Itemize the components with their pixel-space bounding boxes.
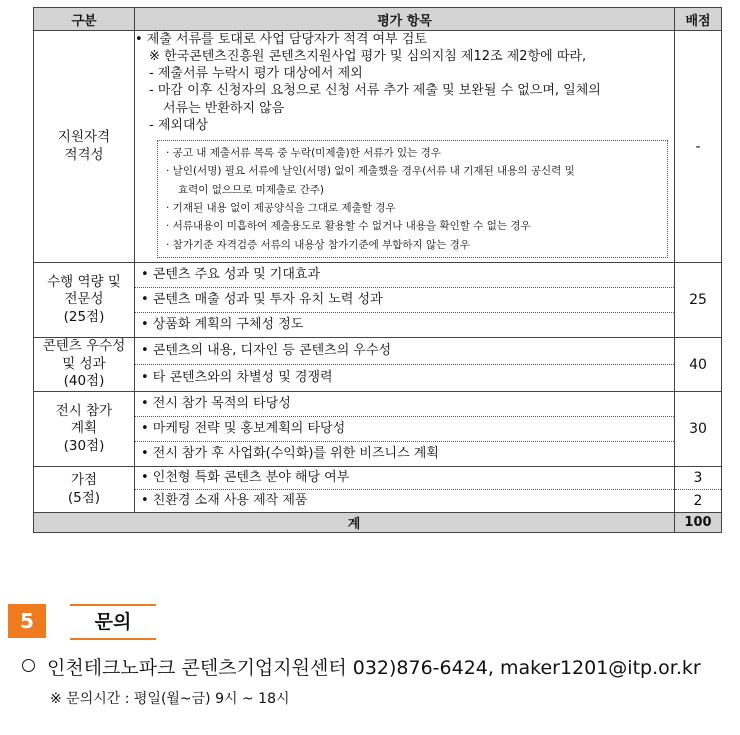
criteria-item: • 상품화 계획의 구체성 정도 — [135, 312, 674, 337]
header-criteria: 평가 항목 — [135, 8, 675, 31]
bonus-score: 3 — [675, 467, 722, 490]
eligibility-category: 지원자격 적격성 — [34, 31, 135, 263]
excellence-score: 40 — [675, 338, 722, 392]
exclusion-line: 효력이 없으므로 미제출로 간주) — [178, 183, 324, 196]
table-header-row — [34, 8, 722, 31]
total-label: 계 — [34, 513, 675, 533]
bonus-item: • 인천형 특화 콘텐츠 분야 해당 여부 — [135, 467, 675, 490]
bonus-score: 2 — [675, 490, 722, 513]
excellence-category: 콘텐츠 우수성 및 성과 (40점) — [34, 338, 135, 392]
criteria-line: • 제출 서류를 토대로 사업 담당자가 적격 여부 검토 — [135, 32, 427, 47]
inquiry-hours-note: ※ 문의시간 : 평일(월~금) 9시 ~ 18시 — [50, 691, 290, 707]
total-row — [34, 513, 722, 533]
criteria-item: • 콘텐츠 매출 성과 및 투자 유치 노력 성과 — [135, 287, 674, 312]
section-title: 문의 — [70, 604, 156, 640]
bonus-row-1 — [34, 467, 722, 490]
bonus-category: 가점 (5점) — [34, 467, 135, 513]
eligibility-row — [34, 31, 722, 263]
bonus-item: • 친환경 소재 사용 제작 제품 — [135, 490, 675, 513]
excellence-items — [135, 338, 675, 392]
exclusion-line: · 공고 내 제출서류 목록 중 누락(미제출)한 서류가 있는 경우 — [166, 146, 441, 159]
exhibition-items — [135, 392, 675, 467]
circle-bullet-icon — [22, 659, 35, 672]
criteria-item: • 콘텐츠의 내용, 디자인 등 콘텐츠의 우수성 — [141, 343, 392, 359]
exclusion-line: · 서류내용이 미흡하여 제출용도로 활용할 수 없거나 내용을 확인할 수 없는 경우 — [166, 220, 531, 233]
exhibition-score: 30 — [675, 392, 722, 467]
contact-text: 인천테크노파크 콘텐츠기업지원센터 032)876-6424, maker1201@itp.or.kr — [47, 657, 701, 679]
excellence-row — [34, 338, 722, 392]
criteria-item: • 전시 참가 목적의 타당성 — [141, 396, 291, 412]
section-number-badge: 5 — [8, 604, 46, 638]
criteria-line: - 제외대상 — [149, 117, 209, 133]
capability-category: 수행 역량 및 전문성 (25점) — [34, 263, 135, 338]
capability-score: 25 — [675, 263, 722, 338]
exhibition-category: 전시 참가 계획 (30점) — [34, 392, 135, 467]
exclusion-box — [157, 140, 668, 258]
criteria-item: • 마케팅 전략 및 홍보계획의 타당성 — [135, 416, 674, 441]
contact-line — [22, 653, 701, 680]
eligibility-criteria — [135, 31, 675, 263]
header-category: 구분 — [34, 8, 135, 31]
capability-row — [34, 263, 722, 338]
criteria-item: • 타 콘텐츠와의 차별성 및 경쟁력 — [135, 364, 674, 391]
total-score: 100 — [675, 513, 722, 533]
bonus-row-2 — [34, 490, 722, 513]
exclusion-line: · 날인(서명) 필요 서류에 날인(서명) 없이 제출했을 경우(서류 내 기재된 내용의 공신력 및 — [166, 165, 575, 178]
evaluation-table — [33, 7, 722, 533]
criteria-item: • 전시 참가 후 사업화(수익화)를 위한 비즈니스 계획 — [135, 441, 674, 466]
capability-items — [135, 263, 675, 338]
criteria-line: - 마감 이후 신청자의 요청으로 신청 서류 추가 제출 및 보완될 수 없으며, 일체의 — [149, 83, 601, 99]
criteria-item: • 콘텐츠 주요 성과 및 기대효과 — [141, 267, 321, 283]
exclusion-line: · 참가기준 자격검증 서류의 내용상 참가기준에 부합하지 않는 경우 — [166, 238, 470, 251]
criteria-line: - 제출서류 누락시 평가 대상에서 제외 — [149, 66, 363, 82]
criteria-line: 서류는 반환하지 않음 — [163, 100, 285, 116]
header-score: 배점 — [675, 8, 722, 31]
exhibition-row — [34, 392, 722, 467]
exclusion-line: · 기재된 내용 없이 제공양식을 그대로 제출할 경우 — [166, 202, 396, 215]
criteria-line: ※ 한국콘텐츠진흥원 콘텐츠지원사업 평가 및 심의지침 제12조 제2항에 따라, — [149, 49, 587, 65]
eligibility-score: - — [675, 31, 722, 263]
